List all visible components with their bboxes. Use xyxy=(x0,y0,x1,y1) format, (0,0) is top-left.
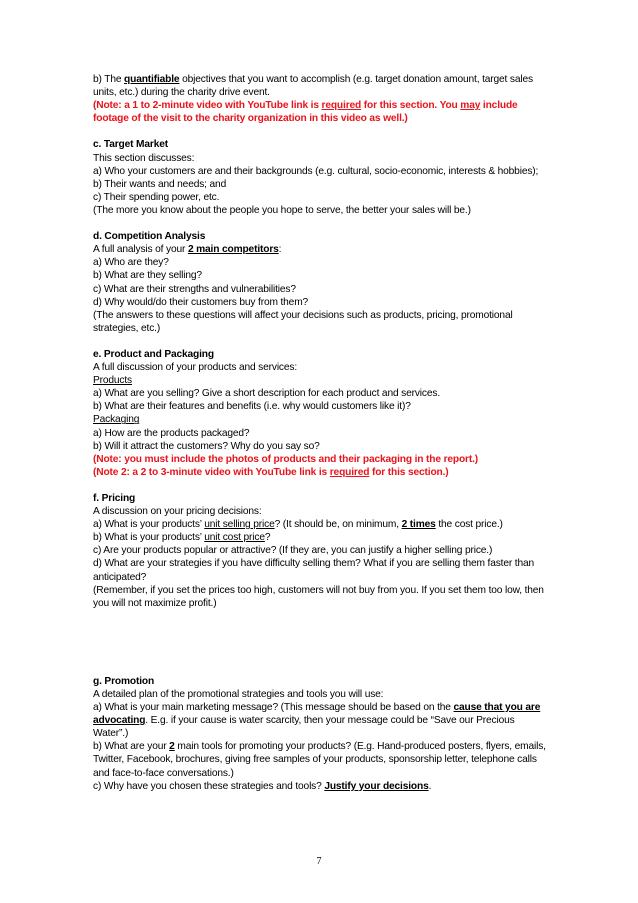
text: a) What is your main marketing message? (This message should be based on the xyxy=(93,702,454,714)
pricing-line: c) Are your products popular or attractive? (If they are, you can justify a higher selling price.) xyxy=(93,545,493,557)
competition-line: c) What are their strengths and vulnerabilities? xyxy=(93,283,296,295)
pricing-line: anticipated? xyxy=(93,571,147,583)
two-times-emphasis: 2 times xyxy=(401,519,436,531)
advocating-emphasis: advocating xyxy=(93,715,146,727)
product-section xyxy=(93,348,548,479)
promotion-line-b3: and face-to-face conversations.) xyxy=(93,767,234,779)
unit-cost-price-emphasis: unit cost price xyxy=(204,532,265,544)
objectives-section xyxy=(93,73,548,125)
pricing-line-a xyxy=(93,518,548,531)
unit-selling-price-emphasis: unit selling price xyxy=(204,519,275,531)
pricing-section xyxy=(93,492,548,610)
text: ? (It should be, on minimum, xyxy=(274,519,402,531)
text: b) The xyxy=(93,74,125,85)
page-number: 7 xyxy=(316,856,322,867)
text: for this section.) xyxy=(369,466,449,478)
section-heading: e. Product and Packaging xyxy=(93,348,214,360)
required-emphasis: required xyxy=(321,100,362,112)
may-emphasis: may xyxy=(460,100,481,112)
products-label: Products xyxy=(93,375,133,387)
text: (Note: a 1 to 2-minute video with YouTube link is xyxy=(93,100,322,112)
pricing-line: you will not maximize profit.) xyxy=(93,597,217,609)
text: (Note 2: a 2 to 3-minute video with YouTube link is xyxy=(93,466,330,478)
section-heading: f. Pricing xyxy=(93,493,136,504)
objectives-line-2: units, etc.) during the charity drive event. xyxy=(93,87,270,99)
text: . E.g. if your cause is water scarcity, then your message could be “Save our Precious xyxy=(145,715,515,727)
competition-intro xyxy=(93,243,548,256)
text: include xyxy=(480,100,518,112)
objectives-note-line-1 xyxy=(93,99,548,112)
text: A full analysis of your xyxy=(93,244,188,256)
target-market-line: b) Their wants and needs; and xyxy=(93,178,227,190)
competition-line: a) Who are they? xyxy=(93,257,169,269)
section-heading: g. Promotion xyxy=(93,675,155,687)
quantifiable-emphasis: quantifiable xyxy=(124,74,180,85)
competition-line: b) What are they selling? xyxy=(93,270,202,282)
promotion-intro: A detailed plan of the promotional strategies and tools you will use: xyxy=(93,688,384,700)
objectives-line-1 xyxy=(93,73,548,86)
justify-emphasis: Justify your decisions xyxy=(324,780,429,792)
text: : xyxy=(278,244,282,256)
pricing-intro: A discussion on your pricing decisions: xyxy=(93,506,262,518)
objectives-note-line-2: footage of the visit to the charity organization in this video as well.) xyxy=(93,113,408,125)
promotion-line-a2 xyxy=(93,714,548,727)
text: b) What are your xyxy=(93,741,170,753)
pricing-line: (Remember, if you set the prices too high, customers will not buy from you. If you set them too low, then xyxy=(93,584,544,596)
target-market-line: a) Who your customers are and their backgrounds (e.g. cultural, socio-economic, interests & hobbies); xyxy=(93,165,539,177)
pricing-line-b xyxy=(93,531,548,544)
competition-line: strategies, etc.) xyxy=(93,322,161,334)
text: objectives that you want to accomplish (e.g. target donation amount, target sales xyxy=(179,74,533,85)
target-market-section xyxy=(93,138,548,217)
product-line: b) What are their features and benefits (i.e. why would customers like it)? xyxy=(93,401,411,413)
target-market-line: This section discusses: xyxy=(93,152,195,164)
text: ? xyxy=(264,532,271,544)
product-intro: A full discussion of your products and services: xyxy=(93,362,298,374)
packaging-label: Packaging xyxy=(93,414,140,426)
product-line: a) What are you selling? Give a short description for each product and services. xyxy=(93,388,441,400)
competition-line: d) Why would/do their customers buy from them? xyxy=(93,296,309,308)
document-page xyxy=(93,73,548,793)
product-note-2 xyxy=(93,466,548,479)
promotion-line-c xyxy=(93,780,548,793)
section-heading: c. Target Market xyxy=(93,139,168,151)
text: b) What is your products’ xyxy=(93,532,205,544)
text: c) Why have you chosen these strategies and tools? xyxy=(93,780,325,792)
packaging-line: a) How are the products packaged? xyxy=(93,427,250,439)
section-heading: d. Competition Analysis xyxy=(93,231,206,243)
main-competitors-emphasis: 2 main competitors xyxy=(187,244,279,256)
promotion-line-b2: Twitter, Facebook, brochures, giving free samples of your products, sponsorship letter, telephone calls xyxy=(93,754,537,766)
pricing-line: d) What are your strategies if you have difficulty selling them? What if you are selling them faster than xyxy=(93,558,535,570)
cause-emphasis: cause that you are xyxy=(453,702,541,714)
packaging-line: b) Will it attract the customers? Why do you say so? xyxy=(93,440,320,452)
product-note-1: (Note: you must include the photos of products and their packaging in the report.) xyxy=(93,453,479,465)
target-market-line: (The more you know about the people you hope to serve, the better your sales will be.) xyxy=(93,204,471,216)
text: main tools for promoting your products? (E.g. Hand-produced posters, flyers, emails, xyxy=(174,741,546,753)
promotion-section xyxy=(93,675,548,793)
two-emphasis: 2 xyxy=(169,741,175,753)
competition-section xyxy=(93,230,548,335)
promotion-line-a3: Water”.) xyxy=(93,728,129,740)
target-market-line: c) Their spending power, etc. xyxy=(93,191,220,203)
text: for this section. You xyxy=(361,100,461,112)
competition-line: (The answers to these questions will affect your decisions such as products, pricing, promotional xyxy=(93,309,513,321)
text: . xyxy=(428,780,432,792)
text: a) What is your products’ xyxy=(93,519,205,531)
required-emphasis: required xyxy=(329,466,370,478)
promotion-line-b1 xyxy=(93,740,548,753)
text: the cost price.) xyxy=(435,519,503,531)
promotion-line-a1 xyxy=(93,701,548,714)
